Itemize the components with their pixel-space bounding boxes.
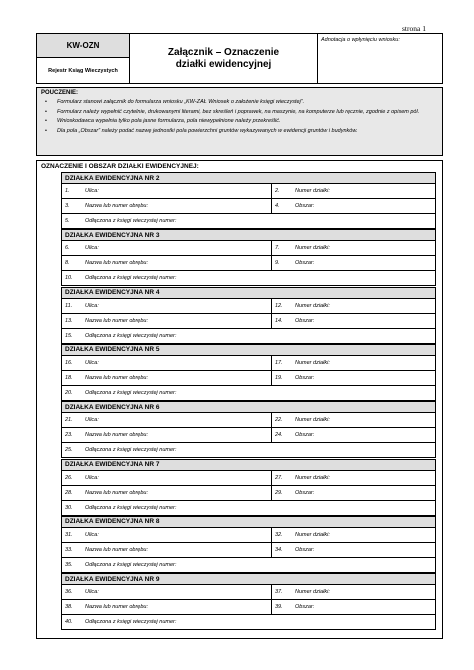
- field-label: Numer działki:: [295, 359, 330, 366]
- parcel-header: DZIAŁKA EWIDENCYJNA NR 4: [61, 287, 436, 299]
- street-field[interactable]: [62, 413, 272, 427]
- field-number: 39.: [275, 604, 283, 611]
- field-number: 7.: [275, 245, 280, 252]
- parcel-row: [61, 241, 436, 256]
- parcel-row: [61, 443, 436, 458]
- parcel-block: [61, 459, 436, 516]
- precinct-field[interactable]: [62, 371, 272, 385]
- parcel-header: DZIAŁKA EWIDENCYJNA NR 3: [61, 229, 436, 241]
- precinct-field[interactable]: [62, 256, 272, 270]
- field-label: Nazwa lub numer obrębu:: [85, 203, 148, 209]
- parcel-row: [61, 256, 436, 271]
- field-label: Numer działki:: [295, 302, 330, 309]
- parcel-number-field[interactable]: [272, 184, 435, 198]
- land-register-field[interactable]: [62, 501, 435, 515]
- area-field[interactable]: [272, 256, 435, 270]
- parcel-block: [61, 172, 436, 229]
- field-label: Obszar:: [295, 604, 315, 611]
- land-register-field[interactable]: [62, 214, 435, 228]
- field-label: Ulica:: [85, 474, 99, 481]
- street-field[interactable]: [62, 528, 272, 542]
- field-number: 19.: [275, 374, 283, 381]
- field-label: Nazwa lub numer obrębu:: [85, 546, 148, 553]
- parcel-block: [61, 516, 436, 573]
- annotation-box[interactable]: [318, 34, 442, 83]
- field-number: 11.: [65, 302, 73, 309]
- field-number: 36.: [65, 589, 73, 596]
- field-number: 4.: [275, 203, 280, 209]
- land-register-field[interactable]: [62, 329, 435, 343]
- field-number: 18.: [65, 374, 73, 381]
- land-register-field[interactable]: [62, 271, 435, 285]
- area-field[interactable]: [272, 600, 435, 614]
- instructions-title: POUCZENIE:: [41, 90, 79, 96]
- street-field[interactable]: [62, 299, 272, 313]
- parcel-number-field[interactable]: [272, 471, 435, 485]
- instruction-item: • Formularz należy wypełnić czytelnie, drukowanymi literami, bez skreśleń i poprawek, na maszynie, na komputerze lub ręcznie, zgodnie z opisem pól.: [45, 108, 420, 115]
- field-label: Nazwa lub numer obrębu:: [85, 317, 148, 324]
- field-number: 25.: [65, 447, 73, 454]
- instructions-list: [41, 99, 438, 135]
- parcel-row: [61, 486, 436, 501]
- bullet-icon: •: [45, 108, 47, 115]
- precinct-field[interactable]: [62, 199, 272, 213]
- precinct-field[interactable]: [62, 428, 272, 442]
- bullet-icon: •: [45, 118, 47, 124]
- land-register-field[interactable]: [62, 615, 435, 629]
- field-number: 6.: [65, 245, 70, 252]
- parcel-row: [61, 585, 436, 600]
- bullet-icon: •: [45, 99, 47, 105]
- field-label: Odłączona z księgi wieczystej numer:: [85, 619, 177, 626]
- field-label: Numer działki:: [295, 474, 330, 481]
- parcel-row: [61, 271, 436, 286]
- parcel-number-field[interactable]: [272, 413, 435, 427]
- field-number: 10.: [65, 275, 73, 282]
- field-label: Obszar:: [295, 489, 315, 496]
- bullet-icon: •: [45, 127, 47, 134]
- field-number: 15.: [65, 332, 73, 339]
- field-label: Odłączona z księgi wieczystej numer:: [85, 561, 177, 568]
- parcel-row: [61, 371, 436, 386]
- parcel-row: [61, 329, 436, 344]
- parcel-row: [61, 471, 436, 486]
- parcel-row: [61, 543, 436, 558]
- parcel-row: [61, 299, 436, 314]
- field-label: Obszar:: [295, 317, 315, 324]
- field-label: Obszar:: [295, 374, 315, 381]
- field-label: Nazwa lub numer obrębu:: [85, 489, 148, 496]
- parcel-block: [61, 344, 436, 401]
- field-label: Odłączona z księgi wieczystej numer:: [85, 332, 177, 339]
- precinct-field[interactable]: [62, 486, 272, 500]
- parcel-header: DZIAŁKA EWIDENCYJNA NR 8: [61, 516, 436, 528]
- parcel-row: [61, 615, 436, 630]
- field-label: Nazwa lub numer obrębu:: [85, 604, 148, 611]
- field-label: Odłączona z księgi wieczystej numer:: [85, 504, 177, 511]
- precinct-field[interactable]: [62, 543, 272, 557]
- field-label: Numer działki:: [295, 417, 330, 424]
- field-label: Numer działki:: [295, 589, 330, 596]
- field-number: 27.: [275, 474, 283, 481]
- field-label: Nazwa lub numer obrębu:: [85, 260, 148, 267]
- parcel-header: DZIAŁKA EWIDENCYJNA NR 6: [61, 401, 436, 413]
- form-header: [36, 33, 443, 84]
- field-number: 37.: [275, 589, 283, 596]
- instructions-box: [36, 87, 443, 156]
- street-field[interactable]: [62, 471, 272, 485]
- field-number: 30.: [65, 504, 73, 511]
- street-field[interactable]: [62, 585, 272, 599]
- field-number: 17.: [275, 359, 283, 366]
- parcel-row: [61, 314, 436, 329]
- field-label: Odłączona z księgi wieczystej numer:: [85, 275, 177, 282]
- field-number: 26.: [65, 474, 73, 481]
- instruction-item: • Dla pola „Obszar” należy podać nazwę jednostki pola powierzchni gruntów wykazywanych w ewidencji gruntów i budynków.: [45, 127, 358, 134]
- field-label: Obszar:: [295, 203, 315, 209]
- field-label: Odłączona z księgi wieczystej numer:: [85, 218, 177, 224]
- parcel-number-field[interactable]: [272, 241, 435, 255]
- field-label: Numer działki:: [295, 188, 330, 194]
- street-field[interactable]: [62, 356, 272, 370]
- field-number: 23.: [65, 432, 73, 439]
- field-label: Ulica:: [85, 531, 99, 538]
- parcel-number-field[interactable]: [272, 585, 435, 599]
- field-label: Ulica:: [85, 589, 99, 596]
- parcel-row: [61, 199, 436, 214]
- field-number: 31.: [65, 531, 73, 538]
- land-register-field[interactable]: [62, 443, 435, 457]
- field-label: Odłączona z księgi wieczystej numer:: [85, 389, 177, 396]
- field-number: 1.: [65, 188, 70, 194]
- area-field[interactable]: [272, 543, 435, 557]
- field-number: 22.: [275, 417, 283, 424]
- field-number: 2.: [275, 188, 280, 194]
- field-label: Numer działki:: [295, 531, 330, 538]
- parcel-row: [61, 501, 436, 516]
- area-field[interactable]: [272, 486, 435, 500]
- field-number: 13.: [65, 317, 73, 324]
- parcel-block: [61, 229, 436, 286]
- field-number: 24.: [275, 432, 283, 439]
- field-label: Ulica:: [85, 359, 99, 366]
- field-label: Obszar:: [295, 260, 315, 267]
- field-label: Ulica:: [85, 417, 99, 424]
- field-number: 29.: [275, 489, 283, 496]
- field-number: 21.: [65, 417, 73, 424]
- parcel-header: DZIAŁKA EWIDENCYJNA NR 2: [61, 172, 436, 184]
- field-number: 8.: [65, 260, 70, 267]
- field-number: 33.: [65, 546, 73, 553]
- area-field[interactable]: [272, 428, 435, 442]
- land-register-field[interactable]: [62, 386, 435, 400]
- registry-label: Rejestr Ksiąg Wieczystych: [48, 67, 118, 74]
- parcel-row: [61, 214, 436, 229]
- field-label: Ulica:: [85, 302, 99, 309]
- field-label: Obszar:: [295, 546, 315, 553]
- field-number: 14.: [275, 317, 283, 324]
- field-number: 9.: [275, 260, 280, 267]
- form-title: Załącznik – Oznaczenie działki ewidencyjnej: [130, 34, 318, 83]
- field-label: Numer działki:: [295, 245, 330, 252]
- field-label: Ulica:: [85, 245, 99, 252]
- parcel-number-field[interactable]: [272, 528, 435, 542]
- parcel-row: [61, 386, 436, 401]
- field-number: 40.: [65, 619, 73, 626]
- parcel-header: DZIAŁKA EWIDENCYJNA NR 9: [61, 573, 436, 585]
- area-field[interactable]: [272, 314, 435, 328]
- form-id-box: [37, 34, 130, 83]
- parcel-row: [61, 428, 436, 443]
- parcel-row: [61, 558, 436, 573]
- form-code: KW-OZN: [37, 34, 129, 58]
- street-field[interactable]: [62, 184, 272, 198]
- field-number: 35.: [65, 561, 73, 568]
- parcel-row: [61, 528, 436, 543]
- field-label: Odłączona z księgi wieczystej numer:: [85, 447, 177, 454]
- parcel-row: [61, 600, 436, 615]
- area-field[interactable]: [272, 199, 435, 213]
- field-number: 5.: [65, 218, 70, 224]
- page-number: strona 1: [402, 24, 426, 33]
- land-register-field[interactable]: [62, 558, 435, 572]
- field-number: 20.: [65, 389, 73, 396]
- annotation-label: Adnotacja o wpłynięciu wniosku:: [321, 37, 400, 43]
- parcel-block: [61, 287, 436, 344]
- instruction-item: • Wnioskodawca wypełnia tylko pola jasne formularza, pola niewypełnione należy przekreślić.: [45, 118, 281, 124]
- section-title: OZNACZENIE I OBSZAR DZIAŁKI EWIDENCYJNEJ:: [41, 163, 199, 170]
- field-number: 38.: [65, 604, 73, 611]
- field-number: 16.: [65, 359, 73, 366]
- field-label: Nazwa lub numer obrębu:: [85, 432, 148, 439]
- precinct-field[interactable]: [62, 600, 272, 614]
- parcel-block: [61, 573, 436, 630]
- field-label: Nazwa lub numer obrębu:: [85, 374, 148, 381]
- parcel-row: [61, 184, 436, 199]
- field-number: 32.: [275, 531, 283, 538]
- field-number: 28.: [65, 489, 73, 496]
- parcel-number-field[interactable]: [272, 356, 435, 370]
- precinct-field[interactable]: [62, 314, 272, 328]
- field-number: 12.: [275, 302, 283, 309]
- street-field[interactable]: [62, 241, 272, 255]
- parcel-block: [61, 401, 436, 458]
- field-number: 34.: [275, 546, 283, 553]
- parcel-row: [61, 413, 436, 428]
- parcel-number-field[interactable]: [272, 299, 435, 313]
- field-label: Obszar:: [295, 432, 315, 439]
- instruction-item: • Formularz stanowi załącznik do formularza wniosku „KW-ZAŁ Wniosek o założenie księgi wieczystej”.: [45, 99, 305, 105]
- parcel-header: DZIAŁKA EWIDENCYJNA NR 7: [61, 459, 436, 471]
- field-number: 3.: [65, 203, 70, 209]
- parcel-header: DZIAŁKA EWIDENCYJNA NR 5: [61, 344, 436, 356]
- parcel-row: [61, 356, 436, 371]
- field-label: Ulica:: [85, 188, 99, 194]
- area-field[interactable]: [272, 371, 435, 385]
